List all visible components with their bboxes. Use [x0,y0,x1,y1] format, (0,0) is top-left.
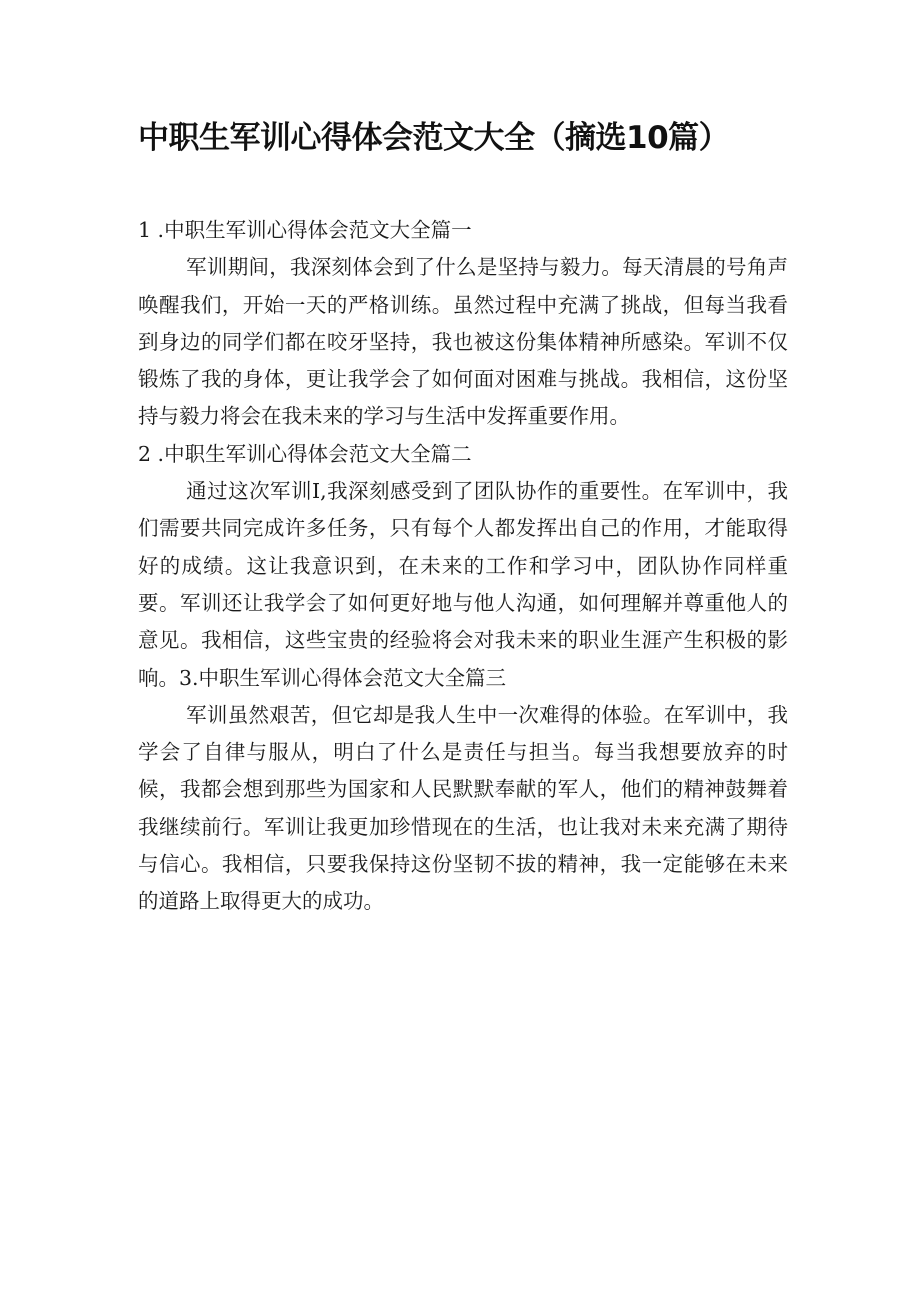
section-heading-1: 1 .中职生军训心得体会范文大全篇一 [138,218,472,242]
section-paragraph-3: 军训虽然艰苦，但它却是我人生中一次难得的体验。在军训中，我学会了自律与服从，明白了什么是责任与担当。每当我想要放弃的时候，我都会想到那些为国家和人民默默奉献的军人，他们的精神鼓舞着我继续前行。军训让我更加珍惜现在的生活，也让我对未来充满了期待与信心。我相信，只要我保持这份坚韧不拔的精神，我一定能够在未来的道路上取得更大的成功。 [138,702,788,914]
section-paragraph-2: 通过这次军训I,我深刻感受到了团队协作的重要性。在军训中，我们需要共同完成许多任务，只有每个人都发挥出自己的作用，才能取得好的成绩。这让我意识到，在未来的工作和学习中，团队协作同样重要。军训还让我学会了如何更好地与他人沟通，如何理解并尊重他人的意见。我相信，这些宝贵的经验将会对我未来的职业生涯产生积极的影响。3.中职生军训心得体会范文大全篇三 [138,479,788,690]
document-body [138,212,788,921]
document-title: 中职生军训心得体会范文大全（摘选10篇） [138,120,730,156]
section-paragraph-1: 军训期间，我深刻体会到了什么是坚持与毅力。每天清晨的号角声唤醒我们，开始一天的严格训练。虽然过程中充满了挑战，但每当我看到身边的同学们都在咬牙坚持，我也被这份集体精神所感染。军训不仅锻炼了我的身体，更让我学会了如何面对困难与挑战。我相信，这份坚持与毅力将会在我未来的学习与生活中发挥重要作用。 [138,255,788,429]
section-heading-2: 2 .中职生军训心得体会范文大全篇二 [138,441,472,466]
